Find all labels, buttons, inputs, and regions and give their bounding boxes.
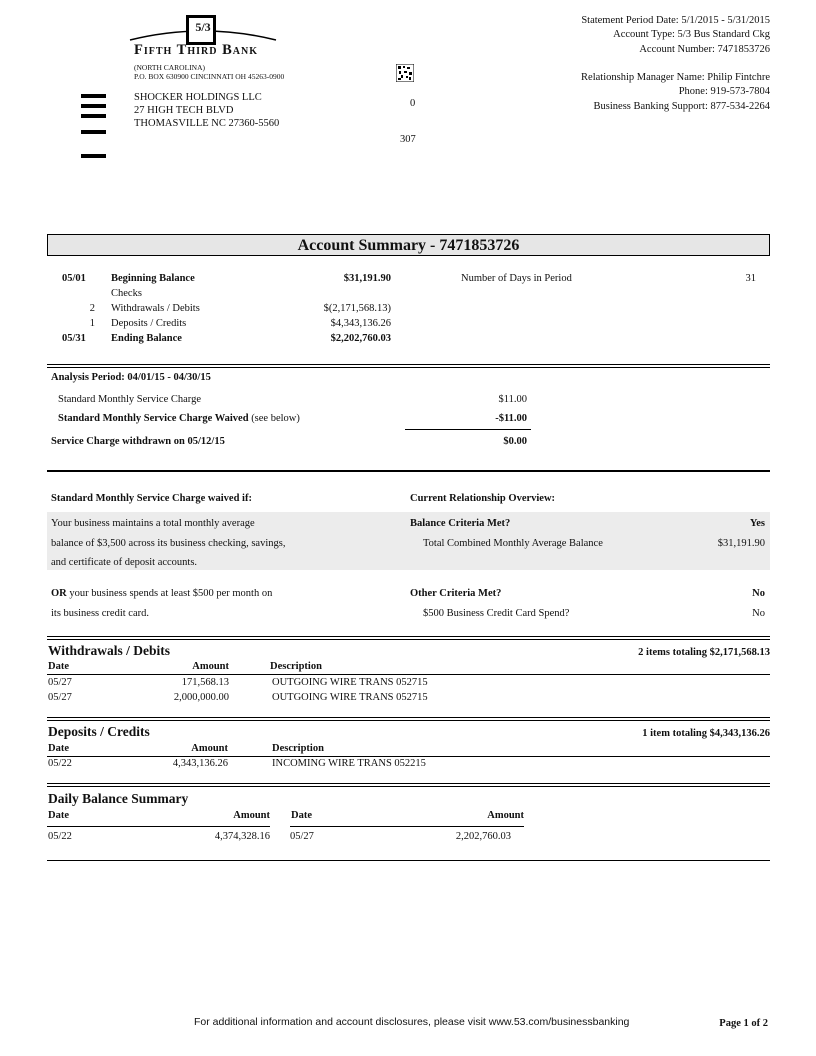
service-charge-waived xyxy=(58,413,300,424)
relationship-manager: Relationship Manager Name: Philip Fintchre xyxy=(581,72,770,83)
waiver-line-5: its business credit card. xyxy=(51,608,149,619)
row-amount: 171,568.13 xyxy=(181,677,229,688)
avg-balance-value: $31,191.90 xyxy=(717,538,765,549)
customer-city: THOMASVILLE NC 27360-5560 xyxy=(134,118,280,129)
card-spend-value: No xyxy=(752,608,765,619)
bank-name: Fifth Third Bank xyxy=(134,42,258,58)
withdrawal-count: 2 xyxy=(89,303,95,314)
row-amount: 2,000,000.00 xyxy=(173,692,229,703)
customer-street: 27 HIGH TECH BLVD xyxy=(134,105,234,116)
statement-period: Statement Period Date: 5/1/2015 - 5/31/2015 xyxy=(581,15,770,26)
row-description: OUTGOING WIRE TRANS 052715 xyxy=(272,692,428,703)
row-date: 05/27 xyxy=(48,692,72,703)
waiver-line-2: balance of $3,500 across its business checking, savings, xyxy=(51,538,286,549)
deposit-amount: $4,343,136.26 xyxy=(330,318,391,329)
other-criteria-question: Other Criteria Met? xyxy=(410,588,502,599)
end-date: 05/31 xyxy=(62,333,86,344)
customer-name: SHOCKER HOLDINGS LLC xyxy=(134,92,262,103)
service-charge-label: Standard Monthly Service Charge xyxy=(58,394,201,405)
begin-date: 05/01 xyxy=(62,273,86,284)
code-b: 307 xyxy=(400,134,416,145)
avg-balance-label: Total Combined Monthly Average Balance xyxy=(423,538,603,549)
sum-rule xyxy=(405,429,531,430)
waiver-line-4 xyxy=(51,588,272,599)
divider xyxy=(47,470,770,472)
waiver-heading: Standard Monthly Service Charge waived if: xyxy=(51,493,252,504)
balance-criteria-answer: Yes xyxy=(749,518,765,529)
divider xyxy=(47,674,770,675)
support-phone: Business Banking Support: 877-534-2264 xyxy=(593,101,770,112)
row-description: INCOMING WIRE TRANS 052215 xyxy=(272,758,426,769)
or-word: OR xyxy=(51,588,67,599)
deposits-amount-header: Amount xyxy=(191,743,228,754)
account-type: Account Type: 5/3 Bus Standard Ckg xyxy=(613,29,770,40)
waiver-line-4-text: your business spends at least $500 per month on xyxy=(66,588,273,599)
divider xyxy=(47,756,770,757)
deposit-count: 1 xyxy=(89,318,95,329)
row-date: 05/22 xyxy=(48,758,72,769)
row-description: OUTGOING WIRE TRANS 052715 xyxy=(272,677,428,688)
deposits-date-header: Date xyxy=(48,743,69,754)
divider xyxy=(47,826,270,827)
bank-address: P.O. BOX 630900 CINCINNATI OH 45263-0900 xyxy=(134,72,285,81)
card-spend-label: $500 Business Credit Card Spend? xyxy=(423,608,570,619)
waiver-line-3: and certificate of deposit accounts. xyxy=(51,557,198,568)
divider xyxy=(47,860,770,861)
waiver-line-1: Your business maintains a total monthly average xyxy=(51,518,255,529)
daily-date: 05/22 xyxy=(48,831,72,842)
qr-code-icon xyxy=(396,64,414,82)
withdrawn-amount: $0.00 xyxy=(503,436,527,447)
days-label: Number of Days in Period xyxy=(461,273,572,284)
account-summary-title: Account Summary - 7471853726 xyxy=(297,237,520,254)
logo-mark: 5/3 xyxy=(195,20,211,34)
daily-title: Daily Balance Summary xyxy=(48,791,189,806)
withdrawals-amount-header: Amount xyxy=(192,661,229,672)
end-label: Ending Balance xyxy=(111,333,182,344)
deposits-total: 1 item totaling $4,343,136.26 xyxy=(642,728,770,739)
withdrawals-total: 2 items totaling $2,171,568.13 xyxy=(638,647,770,658)
account-summary-banner xyxy=(47,234,770,256)
withdrawals-desc-header: Description xyxy=(270,661,322,672)
divider xyxy=(47,717,770,721)
waived-label: Standard Monthly Service Charge Waived xyxy=(58,413,249,424)
divider xyxy=(47,636,770,640)
withdrawal-label: Withdrawals / Debits xyxy=(111,303,200,314)
waived-note: (see below) xyxy=(251,413,300,424)
begin-amount: $31,191.90 xyxy=(343,273,391,284)
daily-amount-header-2: Amount xyxy=(487,810,524,821)
divider xyxy=(47,783,770,787)
daily-date-header-2: Date xyxy=(291,810,312,821)
footer-note: For additional information and account disclosures, please visit www.53.com/businessbanking xyxy=(194,1016,630,1028)
divider xyxy=(47,364,770,368)
overview-heading: Current Relationship Overview: xyxy=(410,493,556,504)
deposits-desc-header: Description xyxy=(272,743,324,754)
withdrawals-date-header: Date xyxy=(48,661,69,672)
analysis-period: Analysis Period: 04/01/15 - 04/30/15 xyxy=(51,372,211,383)
row-amount: 4,343,136.26 xyxy=(172,758,228,769)
begin-label: Beginning Balance xyxy=(111,273,195,284)
daily-date: 05/27 xyxy=(290,831,314,842)
checks-label: Checks xyxy=(111,288,142,299)
other-criteria-answer: No xyxy=(752,588,765,599)
daily-date-header-1: Date xyxy=(48,810,69,821)
daily-amount: 2,202,760.03 xyxy=(455,831,511,842)
withdrawals-title: Withdrawals / Debits xyxy=(48,643,171,658)
days-value: 31 xyxy=(745,273,756,284)
end-amount: $2,202,760.03 xyxy=(330,333,391,344)
deposits-title: Deposits / Credits xyxy=(48,724,150,739)
balance-criteria-question: Balance Criteria Met? xyxy=(410,518,511,529)
divider xyxy=(290,826,524,827)
service-charge-amount: $11.00 xyxy=(498,394,527,405)
withdrawn-label: Service Charge withdrawn on 05/12/15 xyxy=(51,436,225,447)
daily-amount: 4,374,328.16 xyxy=(214,831,270,842)
row-date: 05/27 xyxy=(48,677,72,688)
account-number: Account Number: 7471853726 xyxy=(639,44,770,55)
waived-amount: -$11.00 xyxy=(495,413,527,424)
bank-region: (NORTH CAROLINA) xyxy=(134,63,206,72)
code-a: 0 xyxy=(410,98,416,109)
deposit-label: Deposits / Credits xyxy=(111,318,187,329)
page-number: Page 1 of 2 xyxy=(719,1018,768,1029)
manager-phone: Phone: 919-573-7804 xyxy=(678,86,770,97)
withdrawal-amount: $(2,171,568.13) xyxy=(323,303,391,314)
daily-amount-header-1: Amount xyxy=(233,810,270,821)
